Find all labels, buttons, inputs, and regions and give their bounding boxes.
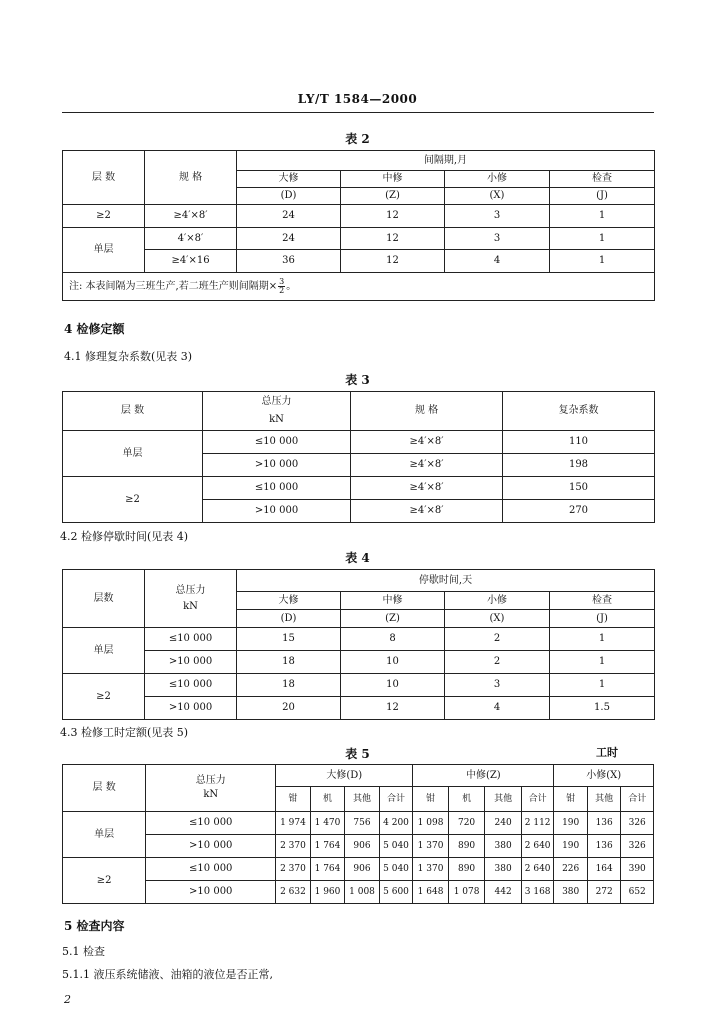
t2-head-x-code: (X) (445, 188, 550, 205)
section5-title: 5 检查内容 (64, 919, 125, 933)
t2-note-prefix: 注: 本表间隔为三班生产,若二班生产则间隔期× (69, 281, 278, 292)
t4-floor: 单层 (63, 628, 145, 674)
t2-cell: 24 (237, 205, 341, 228)
t3-force: ≤10 000 (203, 431, 351, 454)
t5-cell: 756 (345, 812, 380, 835)
t4-cell: 20 (237, 697, 341, 720)
t3-spec: ≥4′×8′ (351, 500, 503, 523)
table-row (63, 881, 654, 904)
t5-head-force-unit: kN (203, 789, 219, 800)
t2-head-spec: 规 格 (145, 151, 237, 205)
t4-head-floor: 层数 (63, 570, 145, 628)
t5-cell: 5 040 (379, 835, 413, 858)
t2-note-suffix: 。 (286, 281, 297, 292)
t2-head-floor: 层 数 (63, 151, 145, 205)
table-row (63, 250, 655, 273)
t5-cell: 652 (621, 881, 654, 904)
table-row (63, 858, 654, 881)
t5-cell: 1 974 (276, 812, 311, 835)
table-row (63, 812, 654, 835)
t5-cell: 1 098 (413, 812, 449, 835)
t4-cell: 18 (237, 674, 341, 697)
t5-sub-x: 合计 (621, 787, 654, 812)
sub43-title: 4.3 检修工时定额(见表 5) (60, 726, 189, 739)
t2-spec: 4′×8′ (145, 228, 237, 250)
t5-cell: 390 (621, 858, 654, 881)
sub42-title: 4.2 检修停歇时间(见表 4) (60, 530, 189, 543)
t3-coef: 270 (503, 500, 655, 523)
section4-title: 4 检修定额 (64, 322, 125, 336)
t5-floor: ≥2 (63, 858, 146, 904)
t3-spec: ≥4′×8′ (351, 454, 503, 477)
t5-cell: 4 200 (379, 812, 413, 835)
t5-sub-z: 其他 (485, 787, 522, 812)
t5-head-force (146, 765, 276, 812)
t2-head-z-code: (Z) (341, 188, 445, 205)
t4-cell: 2 (445, 651, 550, 674)
t5-sub-d: 其他 (345, 787, 380, 812)
t5-cell: 136 (587, 812, 621, 835)
t4-head-force-label: 总压力 (175, 584, 206, 596)
t4-cell: 3 (445, 674, 550, 697)
t5-cell: 2 370 (276, 835, 311, 858)
t5-head-d: 大修(D) (276, 765, 413, 787)
t4-head-force (145, 570, 237, 628)
t5-floor: 单层 (63, 812, 146, 858)
table-row (63, 228, 655, 250)
t5-cell: 1 764 (310, 835, 345, 858)
sub51-title: 5.1 检查 (62, 945, 105, 958)
table-row (63, 205, 655, 228)
t5-sub-x: 其他 (587, 787, 621, 812)
t2-floor: ≥2 (63, 205, 145, 228)
t3-coef: 150 (503, 477, 655, 500)
t4-head-j: 检查 (550, 592, 655, 610)
table-row (63, 431, 655, 454)
t5-head-z: 中修(Z) (413, 765, 554, 787)
t4-cell: 8 (341, 628, 445, 651)
table4 (62, 569, 655, 720)
t4-cell: 2 (445, 628, 550, 651)
table-row (63, 628, 655, 651)
t5-cell: 2 632 (276, 881, 311, 904)
t2-cell: 36 (237, 250, 341, 273)
t3-floor: ≥2 (63, 477, 203, 523)
t2-spec: ≥4′×8′ (145, 205, 237, 228)
t3-head-coef: 复杂系数 (503, 392, 655, 431)
t5-cell: 1 370 (413, 858, 449, 881)
t5-sub-z: 合计 (521, 787, 554, 812)
t2-cell: 12 (341, 250, 445, 273)
t5-cell: 226 (554, 858, 588, 881)
table5-unit: 工时 (596, 746, 618, 759)
t5-cell: 442 (485, 881, 522, 904)
t5-cell: 190 (554, 835, 588, 858)
t2-head-x: 小修 (445, 171, 550, 188)
t5-cell: 190 (554, 812, 588, 835)
t4-force: >10 000 (145, 697, 237, 720)
table-row (63, 674, 655, 697)
t4-cell: 1 (550, 674, 655, 697)
t4-force: >10 000 (145, 651, 237, 674)
t4-cell: 1.5 (550, 697, 655, 720)
t3-head-spec: 规 格 (351, 392, 503, 431)
t5-head-force-label: 总压力 (195, 775, 226, 786)
t4-cell: 1 (550, 651, 655, 674)
t2-note-den: 2 (279, 286, 285, 295)
table-row (63, 697, 655, 720)
t5-cell: 326 (621, 812, 654, 835)
sub41-title: 4.1 修理复杂系数(见表 3) (64, 350, 193, 363)
t4-cell: 12 (341, 697, 445, 720)
t3-force: ≤10 000 (203, 477, 351, 500)
t4-head-d: 大修 (237, 592, 341, 610)
t2-spec: ≥4′×16 (145, 250, 237, 273)
t2-cell: 12 (341, 205, 445, 228)
t3-spec: ≥4′×8′ (351, 431, 503, 454)
t3-head-force-unit: kN (269, 414, 284, 425)
page-number: 2 (64, 993, 71, 1006)
t4-cell: 1 (550, 628, 655, 651)
t3-coef: 110 (503, 431, 655, 454)
table5-caption: 表 5 (345, 747, 370, 761)
t2-floor: 单层 (63, 228, 145, 273)
t4-head-group: 停歇时间,天 (237, 570, 655, 592)
t2-cell: 12 (341, 228, 445, 250)
t5-cell: 5 040 (379, 858, 413, 881)
t5-cell: 906 (345, 858, 380, 881)
sub511-title: 5.1.1 液压系统储液、油箱的液位是否正常, (62, 968, 273, 981)
t2-head-group: 间隔期,月 (237, 151, 655, 171)
t5-head-floor: 层 数 (63, 765, 146, 812)
t5-sub-z: 钳 (413, 787, 449, 812)
t2-cell: 3 (445, 205, 550, 228)
t5-cell: 2 370 (276, 858, 311, 881)
t5-cell: 2 112 (521, 812, 554, 835)
t5-force: ≤10 000 (146, 858, 276, 881)
t5-cell: 136 (587, 835, 621, 858)
table2 (62, 150, 655, 301)
t5-cell: 1 764 (310, 858, 345, 881)
t2-head-d: 大修 (237, 171, 341, 188)
t2-head-j-code: (J) (550, 188, 655, 205)
t5-cell: 1 648 (413, 881, 449, 904)
t4-cell: 18 (237, 651, 341, 674)
t5-force: >10 000 (146, 835, 276, 858)
t5-sub-d: 钳 (276, 787, 311, 812)
t3-head-force-label: 总压力 (261, 396, 292, 407)
t3-coef: 198 (503, 454, 655, 477)
t4-cell: 10 (341, 651, 445, 674)
t3-force: >10 000 (203, 500, 351, 523)
table-row (63, 835, 654, 858)
t4-cell: 15 (237, 628, 341, 651)
t5-cell: 906 (345, 835, 380, 858)
t4-head-x: 小修 (445, 592, 550, 610)
t5-cell: 380 (554, 881, 588, 904)
table2-caption: 表 2 (345, 132, 370, 146)
t5-sub-d: 合计 (379, 787, 413, 812)
t2-cell: 4 (445, 250, 550, 273)
t5-cell: 164 (587, 858, 621, 881)
t2-head-z: 中修 (341, 171, 445, 188)
t4-head-z-code: (Z) (341, 610, 445, 628)
t5-cell: 272 (587, 881, 621, 904)
t5-cell: 380 (485, 835, 522, 858)
t5-cell: 2 640 (521, 835, 554, 858)
t3-head-force (203, 392, 351, 431)
t5-sub-d: 机 (310, 787, 345, 812)
t5-cell: 1 960 (310, 881, 345, 904)
t4-force: ≤10 000 (145, 674, 237, 697)
t5-force: >10 000 (146, 881, 276, 904)
t4-force: ≤10 000 (145, 628, 237, 651)
t4-cell: 4 (445, 697, 550, 720)
t5-cell: 720 (448, 812, 485, 835)
t5-cell: 1 008 (345, 881, 380, 904)
t5-cell: 1 078 (448, 881, 485, 904)
t5-cell: 3 168 (521, 881, 554, 904)
t5-cell: 890 (448, 858, 485, 881)
t4-cell: 10 (341, 674, 445, 697)
t5-cell: 1 470 (310, 812, 345, 835)
t2-note (63, 273, 655, 301)
t5-sub-z: 机 (448, 787, 485, 812)
header-rule (62, 112, 654, 113)
t4-head-force-unit: kN (183, 600, 198, 612)
t2-head-d-code: (D) (237, 188, 341, 205)
t4-head-z: 中修 (341, 592, 445, 610)
table-row (63, 477, 655, 500)
t4-floor: ≥2 (63, 674, 145, 720)
t5-cell: 890 (448, 835, 485, 858)
t2-cell: 24 (237, 228, 341, 250)
t3-force: >10 000 (203, 454, 351, 477)
t2-cell: 1 (550, 250, 655, 273)
table3-caption: 表 3 (345, 373, 370, 387)
table4-caption: 表 4 (345, 551, 370, 565)
t5-cell: 380 (485, 858, 522, 881)
t3-floor: 单层 (63, 431, 203, 477)
t3-head-floor: 层 数 (63, 392, 203, 431)
running-header: LY/T 1584—2000 (297, 92, 418, 106)
t2-note-num: 3 (279, 277, 285, 286)
t2-note-fraction (278, 278, 285, 295)
t3-spec: ≥4′×8′ (351, 477, 503, 500)
t2-head-j: 检查 (550, 171, 655, 188)
t4-head-j-code: (J) (550, 610, 655, 628)
t2-cell: 1 (550, 228, 655, 250)
t5-sub-x: 钳 (554, 787, 588, 812)
t4-head-d-code: (D) (237, 610, 341, 628)
t5-force: ≤10 000 (146, 812, 276, 835)
t5-cell: 1 370 (413, 835, 449, 858)
table-row (63, 651, 655, 674)
t4-head-x-code: (X) (445, 610, 550, 628)
table3 (62, 391, 655, 523)
table5 (62, 764, 654, 904)
t2-cell: 1 (550, 205, 655, 228)
t5-cell: 326 (621, 835, 654, 858)
t5-cell: 240 (485, 812, 522, 835)
t5-cell: 2 640 (521, 858, 554, 881)
t5-head-x: 小修(X) (554, 765, 654, 787)
t2-cell: 3 (445, 228, 550, 250)
t5-cell: 5 600 (379, 881, 413, 904)
